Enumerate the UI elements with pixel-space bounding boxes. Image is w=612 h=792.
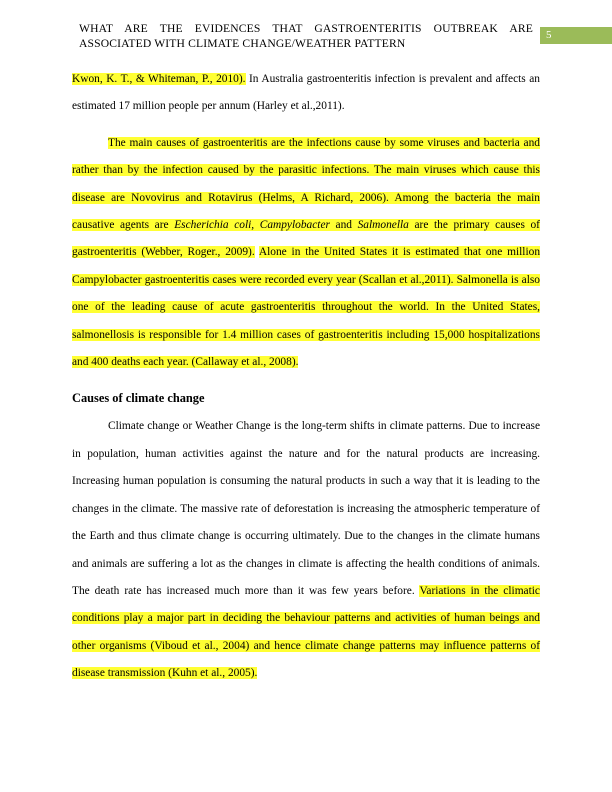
paragraph-text: are the primary causes of gastroenteritis (Webber, Roger., 2009).: [72, 219, 540, 259]
paragraph-text: In Australia gastroenteritis infection is prevalent and affects an estimated 17 million people per annum (Harley et al.,2011).: [72, 73, 540, 113]
highlighted-text: Alone in the United States it is estimated that one million Campylobacter gastroenteritis cases were recorded every year (Scallan et al.,2011). Salmonella is also one of the leading cause of acute gastroenteritis throughout the world. In the United States, salmonellosis is responsible for 1.4 million cases of gastroenteritis including 15,000 hospitalizations and 400 deaths each year. (Callaway et al., 2008).: [72, 246, 541, 369]
paragraph-text: and: [329, 219, 358, 232]
italic-species-name: Escherichia coli, Campylobacter: [174, 219, 330, 232]
paragraph-continuation: [72, 66, 540, 121]
paragraph-causes: [72, 130, 540, 377]
highlighted-text: [72, 137, 540, 259]
page-number: 5: [540, 27, 612, 44]
highlighted-text: Variations in the climatic conditions play a major part in deciding the behaviour patterns and activities of human beings and other organisms (Viboud et al., 2004) and hence climate change patterns may influence patterns of disease transmission (Kuhn et al., 2005).: [72, 584, 540, 680]
italic-species-name: Salmonella: [357, 219, 409, 232]
paragraph-text: Climate change or Weather Change is the long-term shifts in climate patterns. Due to increase in population, human activities against the nature and for the natural products are increasing. Increasing human population is consuming the natural products in such a way that it is leading to the changes in the climate. The massive rate of deforestation is increasing the atmospheric temperature of the Earth and thus climate change is occurring ultimately. Due to the changes in the climate humans and animals are suffering a lot as the changes in climate is affecting the health conditions of animals. The death rate has increased much more than it was few years before.: [72, 420, 540, 597]
body-text: [72, 66, 540, 688]
running-head: [79, 21, 533, 51]
paragraph-climate-change: [72, 413, 540, 687]
running-head-line-1: WHAT ARE THE EVIDENCES THAT GASTROENTERITIS OUTBREAK ARE: [79, 22, 533, 35]
running-head-line-2: ASSOCIATED WITH CLIMATE CHANGE/WEATHER PATTERN: [79, 37, 406, 50]
section-heading: Causes of climate change: [72, 391, 205, 406]
highlighted-text: Kwon, K. T., & Whiteman, P., 2010).: [72, 73, 246, 85]
paragraph-text: The main causes of gastroenteritis are the infections cause by some viruses and bacteria and rather than by the infection caused by the parasitic infections. The main viruses which cause this disease are Novovirus and Rotavirus (Helms, A Richard, 2006). Among the bacteria the main causative agents are: [72, 136, 540, 232]
